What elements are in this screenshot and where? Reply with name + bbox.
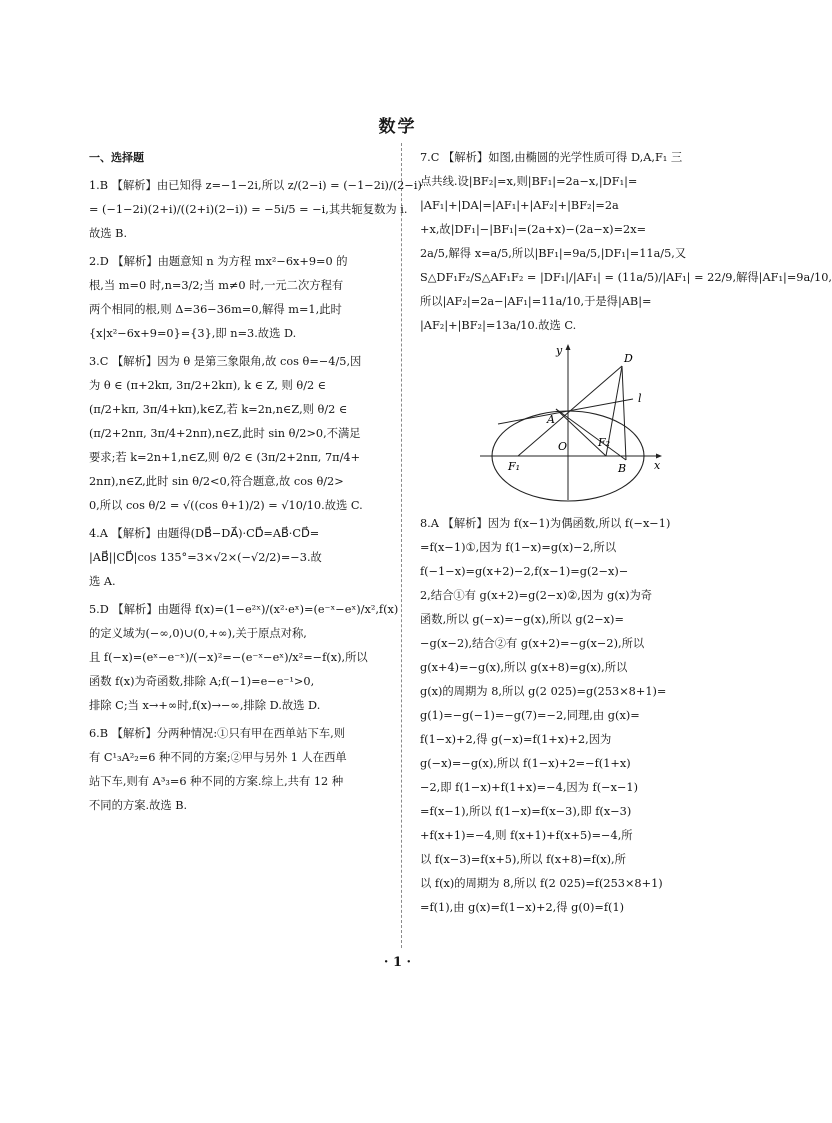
q3-line: 为 θ ∈ (π+2kπ, 3π/2+2kπ), k ∈ Z, 则 θ/2 ∈ bbox=[89, 379, 327, 392]
q5-line: 且 f(−x)=(eˣ−e⁻ˣ)/(−x)²=−(e⁻ˣ−eˣ)/x²=−f(x),所以 bbox=[89, 651, 368, 664]
page-title: 数学 bbox=[378, 117, 417, 137]
q3-line: 要求;若 k=2n+1,n∈Z,则 θ/2 ∈ (3π/2+2nπ, 7π/4+ bbox=[89, 451, 361, 464]
question-8 bbox=[420, 512, 733, 920]
q3-line: 2nπ),n∈Z,此时 sin θ/2<0,符合题意,故 cos θ/2> bbox=[89, 475, 344, 488]
q6-line: 站下车,则有 A³₃=6 种不同的方案.综上,共有 12 种 bbox=[89, 775, 344, 788]
q7-line: 所以|AF₂|=2a−|AF₁|=11a/10,于是得|AB|= bbox=[420, 295, 652, 308]
q5-line: 函数 f(x)为奇函数,排除 A;f(−1)=e−e⁻¹>0, bbox=[89, 675, 315, 688]
q4-line: 4.A 【解析】由题得(DB⃗−DA⃗)·CD⃗=AB⃗·CD⃗= bbox=[89, 527, 320, 540]
q8-line: g(x+4)=−g(x),所以 g(x+8)=g(x),所以 bbox=[420, 661, 628, 674]
q6-line: 不同的方案.故选 B. bbox=[89, 799, 188, 812]
q7-line: 点共线.设|BF₂|=x,则|BF₁|=2a−x,|DF₁|= bbox=[420, 175, 638, 188]
q1-line: 1.B 【解析】由已知得 z=−1−2i,所以 z/(2−i) = (−1−2i)/(2−i) bbox=[89, 179, 422, 192]
ellipse-figure bbox=[478, 344, 668, 502]
label-f1: F₁ bbox=[508, 460, 521, 473]
x-axis-arrow bbox=[656, 454, 662, 459]
q2-line: 根,当 m=0 时,n=3/2;当 m≠0 时,一元二次方程有 bbox=[89, 279, 344, 292]
q8-line: 函数,所以 g(−x)=−g(x),所以 g(2−x)= bbox=[420, 613, 624, 626]
q7-line: S△DF₁F₂/S△AF₁F₂ = |DF₁|/|AF₁| = (11a/5)/|AF₁| = 22/9,解得|AF₁|=9a/10, bbox=[420, 271, 832, 284]
q8-line: g(−x)=−g(x),所以 f(1−x)+2=−f(1+x) bbox=[420, 757, 631, 770]
label-b: B bbox=[618, 462, 627, 475]
segment-d-b bbox=[622, 366, 626, 460]
q5-line: 排除 C;当 x→+∞时,f(x)→−∞,排除 D.故选 D. bbox=[89, 699, 321, 712]
q1-line: = (−1−2i)(2+i)/((2+i)(2−i)) = −5i/5 = −i,其共轭复数为 i. bbox=[89, 203, 408, 216]
q8-line: g(1)=−g(−1)=−g(7)=−2,同理,由 g(x)= bbox=[420, 709, 640, 722]
q3-line: 0,所以 cos θ/2 = √((cos θ+1)/2) = √10/10.故选 C. bbox=[89, 499, 363, 512]
q6-line: 6.B 【解析】分两种情况:①只有甲在西单站下车,则 bbox=[89, 727, 346, 740]
q5-line: 的定义域为(−∞,0)∪(0,+∞),关于原点对称, bbox=[89, 627, 307, 640]
q8-line: f(−1−x)=g(x+2)−2,f(x−1)=g(2−x)− bbox=[420, 565, 629, 578]
question-3 bbox=[89, 350, 401, 518]
question-2 bbox=[89, 250, 401, 346]
q8-line: +f(x+1)=−4,则 f(x+1)+f(x+5)=−4,所 bbox=[420, 829, 633, 842]
q8-line: =f(1),由 g(x)=f(1−x)+2,得 g(0)=f(1) bbox=[420, 901, 625, 914]
q7-line: 7.C 【解析】如图,由椭圆的光学性质可得 D,A,F₁ 三 bbox=[420, 151, 683, 164]
label-l: l bbox=[638, 392, 642, 405]
q4-line: 选 A. bbox=[89, 575, 116, 588]
q3-line: 3.C 【解析】因为 θ 是第三象限角,故 cos θ=−4/5,因 bbox=[89, 355, 362, 368]
q8-line: 8.A 【解析】因为 f(x−1)为偶函数,所以 f(−x−1) bbox=[420, 517, 671, 530]
q5-line: 5.D 【解析】由题得 f(x)=(1−e²ˣ)/(x²·eˣ)=(e⁻ˣ−eˣ)/x²,f(x) bbox=[89, 603, 399, 616]
label-f2: F₂ bbox=[598, 436, 611, 449]
q4-line: |AB⃗||CD⃗|cos 135°=3×√2×(−√2/2)=−3.故 bbox=[89, 551, 322, 564]
question-5 bbox=[89, 598, 401, 718]
q8-line: =f(x−1)①,因为 f(1−x)=g(x)−2,所以 bbox=[420, 541, 617, 554]
left-column bbox=[89, 146, 422, 818]
label-x: x bbox=[654, 459, 661, 472]
q3-line: (π/2+kπ, 3π/4+kπ),k∈Z,若 k=2n,n∈Z,则 θ/2 ∈ bbox=[89, 403, 348, 416]
q8-line: =f(x−1),所以 f(1−x)=f(x−3),即 f(x−3) bbox=[420, 805, 632, 818]
label-y: y bbox=[556, 344, 563, 357]
q6-line: 有 C¹₃A²₂=6 种不同的方案;②甲与另外 1 人在西单 bbox=[89, 751, 347, 764]
label-o: O bbox=[558, 440, 568, 453]
label-a: A bbox=[547, 413, 555, 426]
q7-line: |AF₂|+|BF₂|=13a/10.故选 C. bbox=[420, 319, 577, 332]
column-divider bbox=[401, 143, 402, 948]
page-number: · 1 · bbox=[383, 955, 412, 970]
q1-line: 故选 B. bbox=[89, 227, 128, 240]
q7-line: |AF₁|+|DA|=|AF₁|+|AF₂|+|BF₂|=2a bbox=[420, 199, 619, 212]
y-axis-arrow bbox=[566, 344, 571, 350]
q8-line: −g(x−2),结合②有 g(x+2)=−g(x−2),所以 bbox=[420, 637, 645, 650]
right-column bbox=[420, 146, 832, 920]
question-1 bbox=[89, 174, 422, 246]
q7-line: 2a/5,解得 x=a/5,所以|BF₁|=9a/5,|DF₁|=11a/5,又 bbox=[420, 247, 687, 260]
q2-line: {x|x²−6x+9=0}={3},即 n=3.故选 D. bbox=[89, 327, 297, 340]
q8-line: −2,即 f(1−x)+f(1+x)=−4,因为 f(−x−1) bbox=[420, 781, 639, 794]
q8-line: f(1−x)+2,得 g(−x)=f(1+x)+2,因为 bbox=[420, 733, 612, 746]
q2-line: 2.D 【解析】由题意知 n 为方程 mx²−6x+9=0 的 bbox=[89, 255, 348, 268]
question-7 bbox=[420, 146, 832, 338]
q7-line: +x,故|DF₁|−|BF₁|=(2a+x)−(2a−x)=2x= bbox=[420, 223, 647, 236]
q8-line: g(x)的周期为 8,所以 g(2 025)=g(253×8+1)= bbox=[420, 685, 667, 698]
question-6 bbox=[89, 722, 401, 818]
q2-line: 两个相同的根,则 Δ=36−36m=0,解得 m=1,此时 bbox=[89, 303, 342, 316]
q8-line: 2,结合①有 g(x+2)=g(2−x)②,因为 g(x)为奇 bbox=[420, 589, 653, 602]
label-d: D bbox=[624, 352, 633, 365]
q8-line: 以 f(x)的周期为 8,所以 f(2 025)=f(253×8+1) bbox=[420, 877, 663, 890]
question-4 bbox=[89, 522, 401, 594]
q8-line: 以 f(x−3)=f(x+5),所以 f(x+8)=f(x),所 bbox=[420, 853, 626, 866]
q3-line: (π/2+2nπ, 3π/4+2nπ),n∈Z,此时 sin θ/2>0,不满足 bbox=[89, 427, 361, 440]
section-heading: 一、选择题 bbox=[89, 151, 144, 164]
